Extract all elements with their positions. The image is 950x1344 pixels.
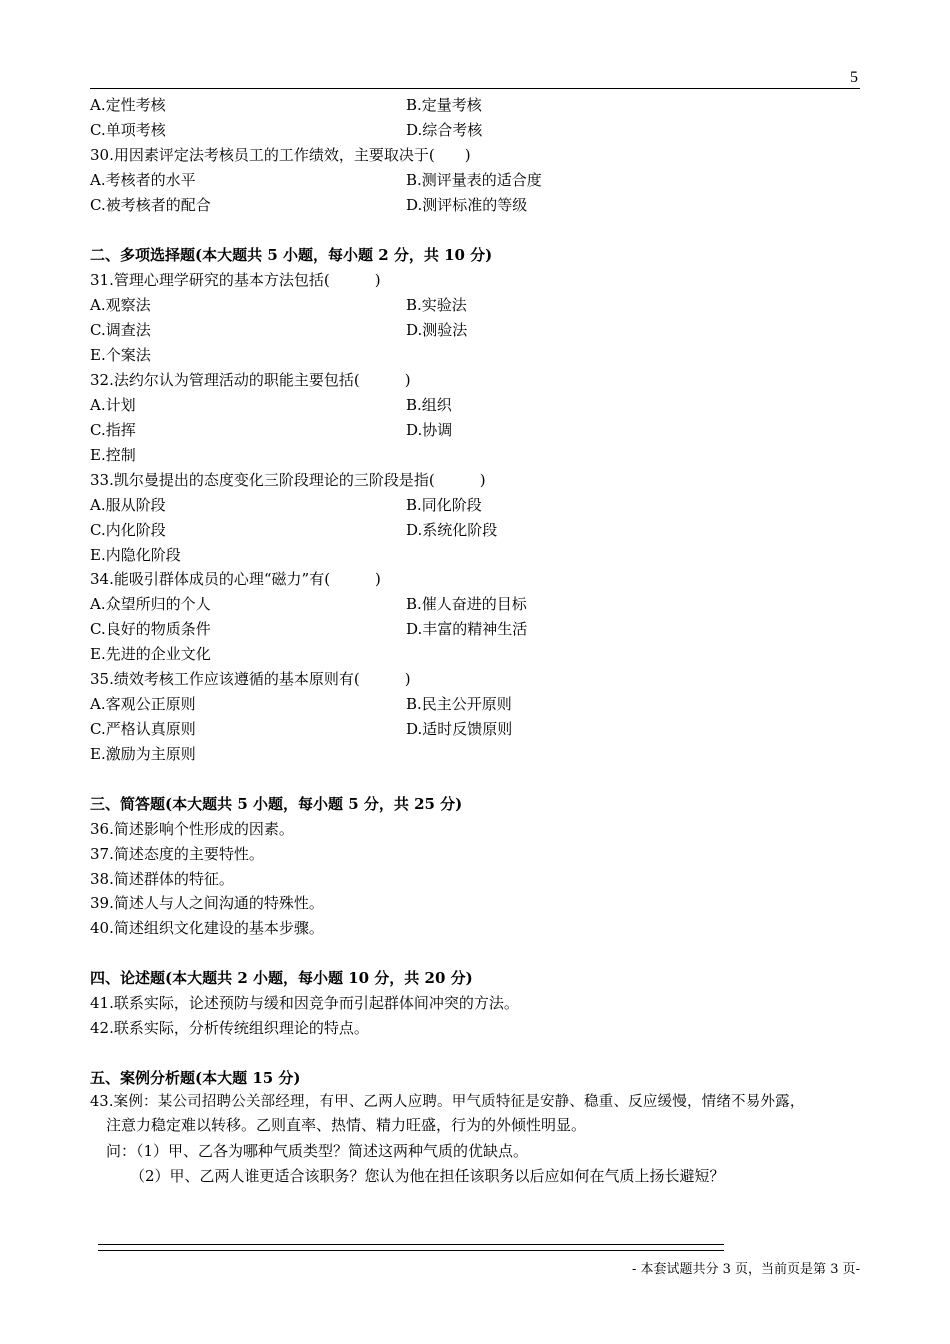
header-rule [90, 88, 860, 89]
q40: 40.简述组织文化建设的基本步骤。 [90, 919, 324, 937]
q33-option-b: B.同化阶段 [406, 496, 482, 514]
q31-option-a: A.观察法 [90, 296, 151, 314]
q35-option-a: A.客观公正原则 [90, 695, 196, 713]
q31-stem: 31.管理心理学研究的基本方法包括( ) [90, 271, 381, 289]
q35-option-c: C.严格认真原则 [90, 720, 196, 738]
q34-stem: 34.能吸引群体成员的心理“磁力”有( ) [90, 570, 381, 588]
q34-option-e: E.先进的企业文化 [90, 645, 211, 663]
q29-option-d: D.综合考核 [406, 121, 483, 139]
q35-stem: 35.绩效考核工作应该遵循的基本原则有( ) [90, 670, 411, 688]
page-number: 5 [850, 69, 858, 86]
q37: 37.简述态度的主要特性。 [90, 845, 264, 863]
q31-option-c: C.调查法 [90, 321, 151, 339]
q39: 39.简述人与人之间沟通的特殊性。 [90, 894, 324, 912]
q33-option-c: C.内化阶段 [90, 521, 166, 539]
case-text-line1: 43.案例：某公司招聘公关部经理，有甲、乙两人应聘。甲气质特征是安静、稳重、反应缓慢，情绪不易外露， [90, 1094, 805, 1110]
q32-option-c: C.指挥 [90, 421, 136, 439]
q31-option-d: D.测验法 [406, 321, 468, 339]
q33-option-a: A.服从阶段 [90, 496, 166, 514]
q30-stem: 30.用因素评定法考核员工的工作绩效，主要取决于( ) [90, 146, 471, 164]
section3-title: 三、简答题(本大题共 5 小题，每小题 5 分，共 25 分) [90, 795, 463, 813]
q30-option-c: C.被考核者的配合 [90, 196, 211, 214]
q29-option-b: B.定量考核 [406, 96, 482, 114]
q41: 41.联系实际，论述预防与缓和因竞争而引起群体间冲突的方法。 [90, 994, 519, 1012]
q33-stem: 33.凯尔曼提出的态度变化三阶段理论的三阶段是指( ) [90, 471, 486, 489]
q30-option-a: A.考核者的水平 [90, 171, 196, 189]
q38: 38.简述群体的特征。 [90, 870, 234, 888]
q34-option-b: B.催人奋进的目标 [406, 595, 527, 613]
q31-option-b: B.实验法 [406, 296, 467, 314]
q32-option-a: A.计划 [90, 396, 136, 414]
case-text-line2: 注意力稳定难以转移。乙则直率、热情、精力旺盛，行为的外倾性明显。 [106, 1116, 587, 1134]
q29-option-c: C.单项考核 [90, 121, 166, 139]
q42: 42.联系实际，分析传统组织理论的特点。 [90, 1019, 369, 1037]
q32-option-e: E.控制 [90, 446, 136, 464]
q30-option-b: B.测评量表的适合度 [406, 171, 542, 189]
q33-option-e: E.内隐化阶段 [90, 546, 181, 564]
footer-rule [98, 1244, 724, 1251]
case-question-1: 问：（1）甲、乙各为哪种气质类型？简述这两种气质的优缺点。 [106, 1142, 529, 1160]
q34-option-a: A.众望所归的个人 [90, 595, 211, 613]
q36: 36.简述影响个性形成的因素。 [90, 820, 294, 838]
case-question-2: （2）甲、乙两人谁更适合该职务？您认为他在担任该职务以后应如何在气质上扬长避短？ [130, 1167, 725, 1185]
q34-option-c: C.良好的物质条件 [90, 620, 211, 638]
page-footer: - 本套试题共分 3 页，当前页是第 3 页- [632, 1262, 860, 1277]
q31-option-e: E.个案法 [90, 346, 151, 364]
q35-option-e: E.激励为主原则 [90, 745, 196, 763]
q34-option-d: D.丰富的精神生活 [406, 620, 528, 638]
q35-option-b: B.民主公开原则 [406, 695, 512, 713]
q32-option-b: B.组织 [406, 396, 452, 414]
section2-title: 二、多项选择题(本大题共 5 小题，每小题 2 分，共 10 分) [90, 246, 493, 264]
q32-option-d: D.协调 [406, 421, 453, 439]
q32-stem: 32.法约尔认为管理活动的职能主要包括( ) [90, 371, 411, 389]
q35-option-d: D.适时反馈原则 [406, 720, 513, 738]
q29-option-a: A.定性考核 [90, 96, 166, 114]
section5-title: 五、案例分析题(本大题 15 分) [90, 1069, 301, 1087]
section4-title: 四、论述题(本大题共 2 小题，每小题 10 分，共 20 分) [90, 969, 473, 987]
q33-option-d: D.系统化阶段 [406, 521, 498, 539]
q30-option-d: D.测评标准的等级 [406, 196, 528, 214]
